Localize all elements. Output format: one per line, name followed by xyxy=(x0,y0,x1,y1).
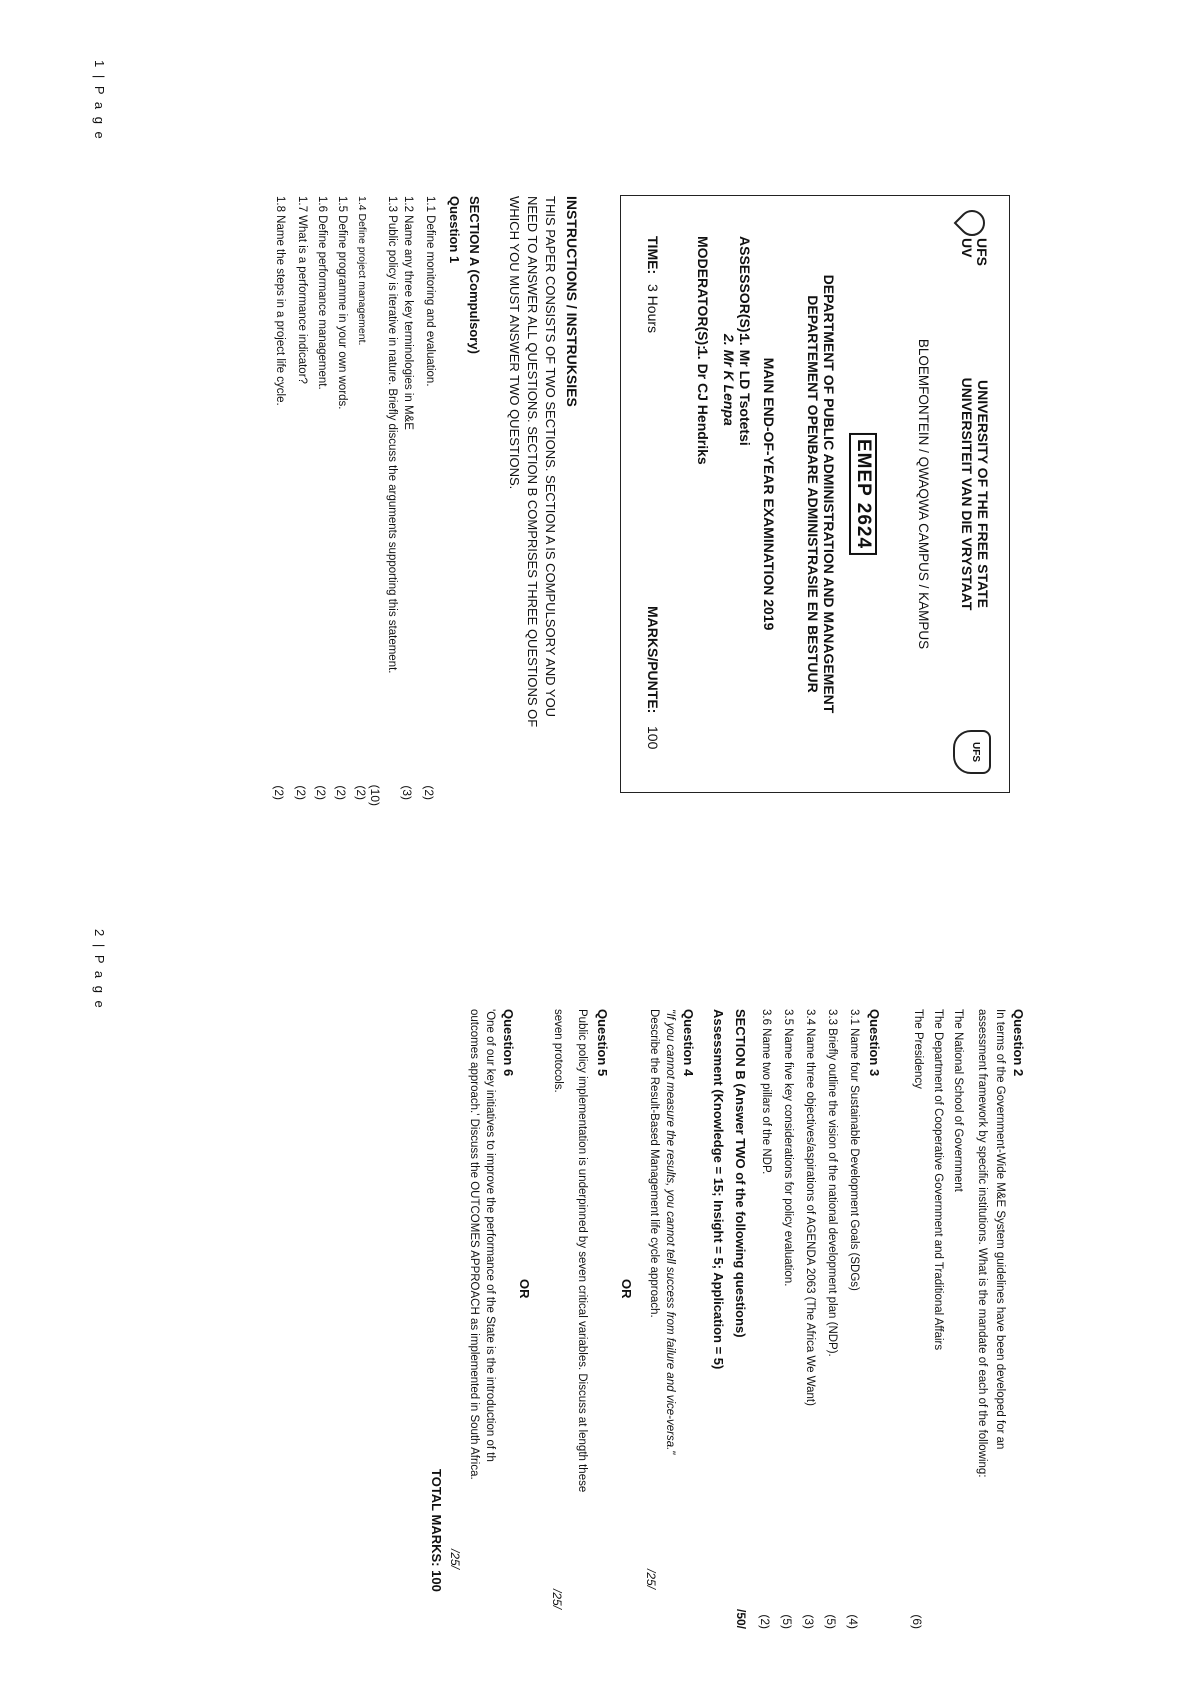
question-3-5: 3.5 Name five key considerations for policy evaluation. xyxy=(782,1009,794,1287)
instructions-line-1: THIS PAPER CONSISTS OF TWO SECTIONS. SECTION A IS COMPULSORY AND YOU xyxy=(543,196,558,718)
department-name-af: DEPARTEMENT OPENBARE ADMINISTRASIE EN BESTUUR xyxy=(805,295,821,693)
question-3-4: 3.4 Name three objectives/aspirations of AGENDA 2063 (The Africa We Want) xyxy=(804,1009,816,1406)
exam-page-1 xyxy=(0,0,1200,848)
question-5-marks: /25/ xyxy=(550,1588,564,1609)
question-2-heading: Question 2 xyxy=(1011,1009,1026,1077)
question-3-1-marks: (4) xyxy=(846,1614,860,1629)
or-separator-2: OR xyxy=(517,1279,532,1299)
question-6-marks: /25/ xyxy=(448,1548,462,1569)
question-6-heading: Question 6 xyxy=(501,1009,516,1077)
assessor-2: 2. Mr K Lenpa xyxy=(721,334,737,426)
question-3-3-marks: (5) xyxy=(824,1614,838,1629)
question-3-3: 3.3 Briefly outline the vision of the national development plan (NDP). xyxy=(826,1009,838,1357)
section-a-heading: SECTION A (Compulsory) xyxy=(467,196,482,354)
question-1-8: 1.8 Name the steps in a project life cycle. xyxy=(274,196,286,406)
department-name-en: DEPARTMENT OF PUBLIC ADMINISTRATION AND MANAGEMENT xyxy=(821,274,837,714)
section-a-total: /50/ xyxy=(734,1608,748,1629)
exam-page-2 xyxy=(0,849,1200,1697)
question-6-line-1: 'One of our key initiatives to improve the performance of the State is the introduction of th xyxy=(484,1009,496,1462)
question-4-line-2: Describe the Result-Based Management life cycle approach. xyxy=(648,1009,660,1318)
campus-line: BLOEMFONTEIN / QWAQWA CAMPUS / KAMPUS xyxy=(916,338,931,650)
question-1-4-marks: (2) xyxy=(354,785,368,800)
time-label: TIME: xyxy=(645,236,661,275)
question-2-line-2: assessment framework by specific institutions. What is the mandate of each of the following: xyxy=(976,1009,988,1478)
question-1-1: 1.1 Define monitoring and evaluation. xyxy=(424,196,436,387)
question-1-4: 1.4 Define project management. xyxy=(356,196,368,346)
question-2-item-1: The National School of Government xyxy=(952,1009,964,1192)
question-1-6-marks: (2) xyxy=(314,785,328,800)
question-2-item-3: The Presidency xyxy=(912,1009,924,1089)
assessor-label: ASSESSOR(S): xyxy=(737,236,753,338)
marks-value: 100 xyxy=(645,726,661,750)
instructions-line-2: NEED TO ANSWER ALL QUESTIONS. SECTION B COMPRISES THREE QUESTIONS OF xyxy=(525,196,540,728)
assessor-1: 1. Mr LD Tsotetsi xyxy=(737,334,753,446)
question-1-7: 1.7 What is a performance indicator? xyxy=(296,196,308,384)
university-name-af: UNIVERSITEIT VAN DIE VRYSTAAT xyxy=(959,377,975,611)
total-marks: TOTAL MARKS: 100 xyxy=(429,1469,444,1592)
time-value: 3 Hours xyxy=(645,284,661,334)
question-3-6-marks: (2) xyxy=(758,1614,772,1629)
question-1-6: 1.6 Define performance management. xyxy=(316,196,328,390)
question-1-2-marks: (3) xyxy=(400,785,414,800)
question-1-1-marks: (2) xyxy=(422,785,436,800)
question-1-2: 1.2 Name any three key terminologies in M&E xyxy=(402,196,414,430)
ufs-logo-text: UFS UV xyxy=(959,238,990,266)
or-separator-1: OR xyxy=(619,1279,634,1299)
question-3-4-marks: (3) xyxy=(802,1614,816,1629)
question-3-6: 3.6 Name two pillars of the NDP. xyxy=(760,1009,772,1175)
course-code: EMEP 2624 xyxy=(849,433,877,555)
section-b-heading: SECTION B (Answer TWO of the following questions) xyxy=(733,1009,748,1338)
question-3-1: 3.1 Name four Sustainable Development Goals (SDGs) xyxy=(848,1009,860,1291)
question-2-marks: (6) xyxy=(910,1614,924,1629)
assessment-line: Assessment (Knowledge = 15; Insight = 5; Application = 5) xyxy=(711,1009,726,1370)
question-1-3: 1.3 Public policy is iterative in nature. Briefly discuss the arguments supporting this statement. xyxy=(386,196,398,674)
question-1-heading: Question 1 xyxy=(447,196,462,264)
university-crest-icon: UFS xyxy=(953,730,991,774)
question-1-8-marks: (2) xyxy=(272,785,286,800)
moderator-label: MODERATOR(S): xyxy=(695,236,711,350)
question-3-5-marks: (5) xyxy=(780,1614,794,1629)
question-4-quote: "If you cannot measure the results, you cannot tell success from failure and vice-versa." xyxy=(664,1009,676,1455)
question-4-heading: Question 4 xyxy=(681,1009,696,1077)
question-1-3-marks: (10) xyxy=(368,784,382,806)
question-3-heading: Question 3 xyxy=(867,1009,882,1077)
question-5-heading: Question 5 xyxy=(595,1009,610,1077)
question-2-line-1: In terms of the Government-Wide M&E System guidelines have been developed for an xyxy=(994,1009,1006,1450)
question-4-marks: /25/ xyxy=(644,1568,658,1589)
page-number-2: 2 | P a g e xyxy=(92,929,107,1010)
question-1-5: 1.5 Define programme in your own words. xyxy=(336,196,348,410)
exam-cover-box xyxy=(620,195,1010,793)
university-name-en: UNIVERSITY OF THE FREE STATE xyxy=(975,380,991,608)
question-1-7-marks: (2) xyxy=(294,785,308,800)
question-5-line-2: seven protocols. xyxy=(552,1009,564,1093)
question-5-line-1: Public policy implementation is underpinned by seven critical variables. Discuss at length these xyxy=(576,1009,588,1493)
instructions-heading: INSTRUCTIONS / INSTRUKSIES xyxy=(564,196,580,407)
instructions-line-3: WHICH YOU MUST ANSWER TWO QUESTIONS. xyxy=(507,196,522,490)
page-number-1: 1 | P a g e xyxy=(92,60,107,141)
marks-label: MARKS/PUNTE: xyxy=(645,606,661,714)
moderator-1: 1. Dr CJ Hendriks xyxy=(695,348,711,465)
question-6-line-2: outcomes approach.' Discuss the OUTCOMES APPROACH as implemented in South Africa. xyxy=(468,1009,480,1480)
question-1-5-marks: (2) xyxy=(334,785,348,800)
question-2-item-2: The Department of Cooperative Government and Traditional Affairs xyxy=(932,1009,944,1351)
exam-title: MAIN END-OF-YEAR EXAMINATION 2019 xyxy=(761,357,777,631)
